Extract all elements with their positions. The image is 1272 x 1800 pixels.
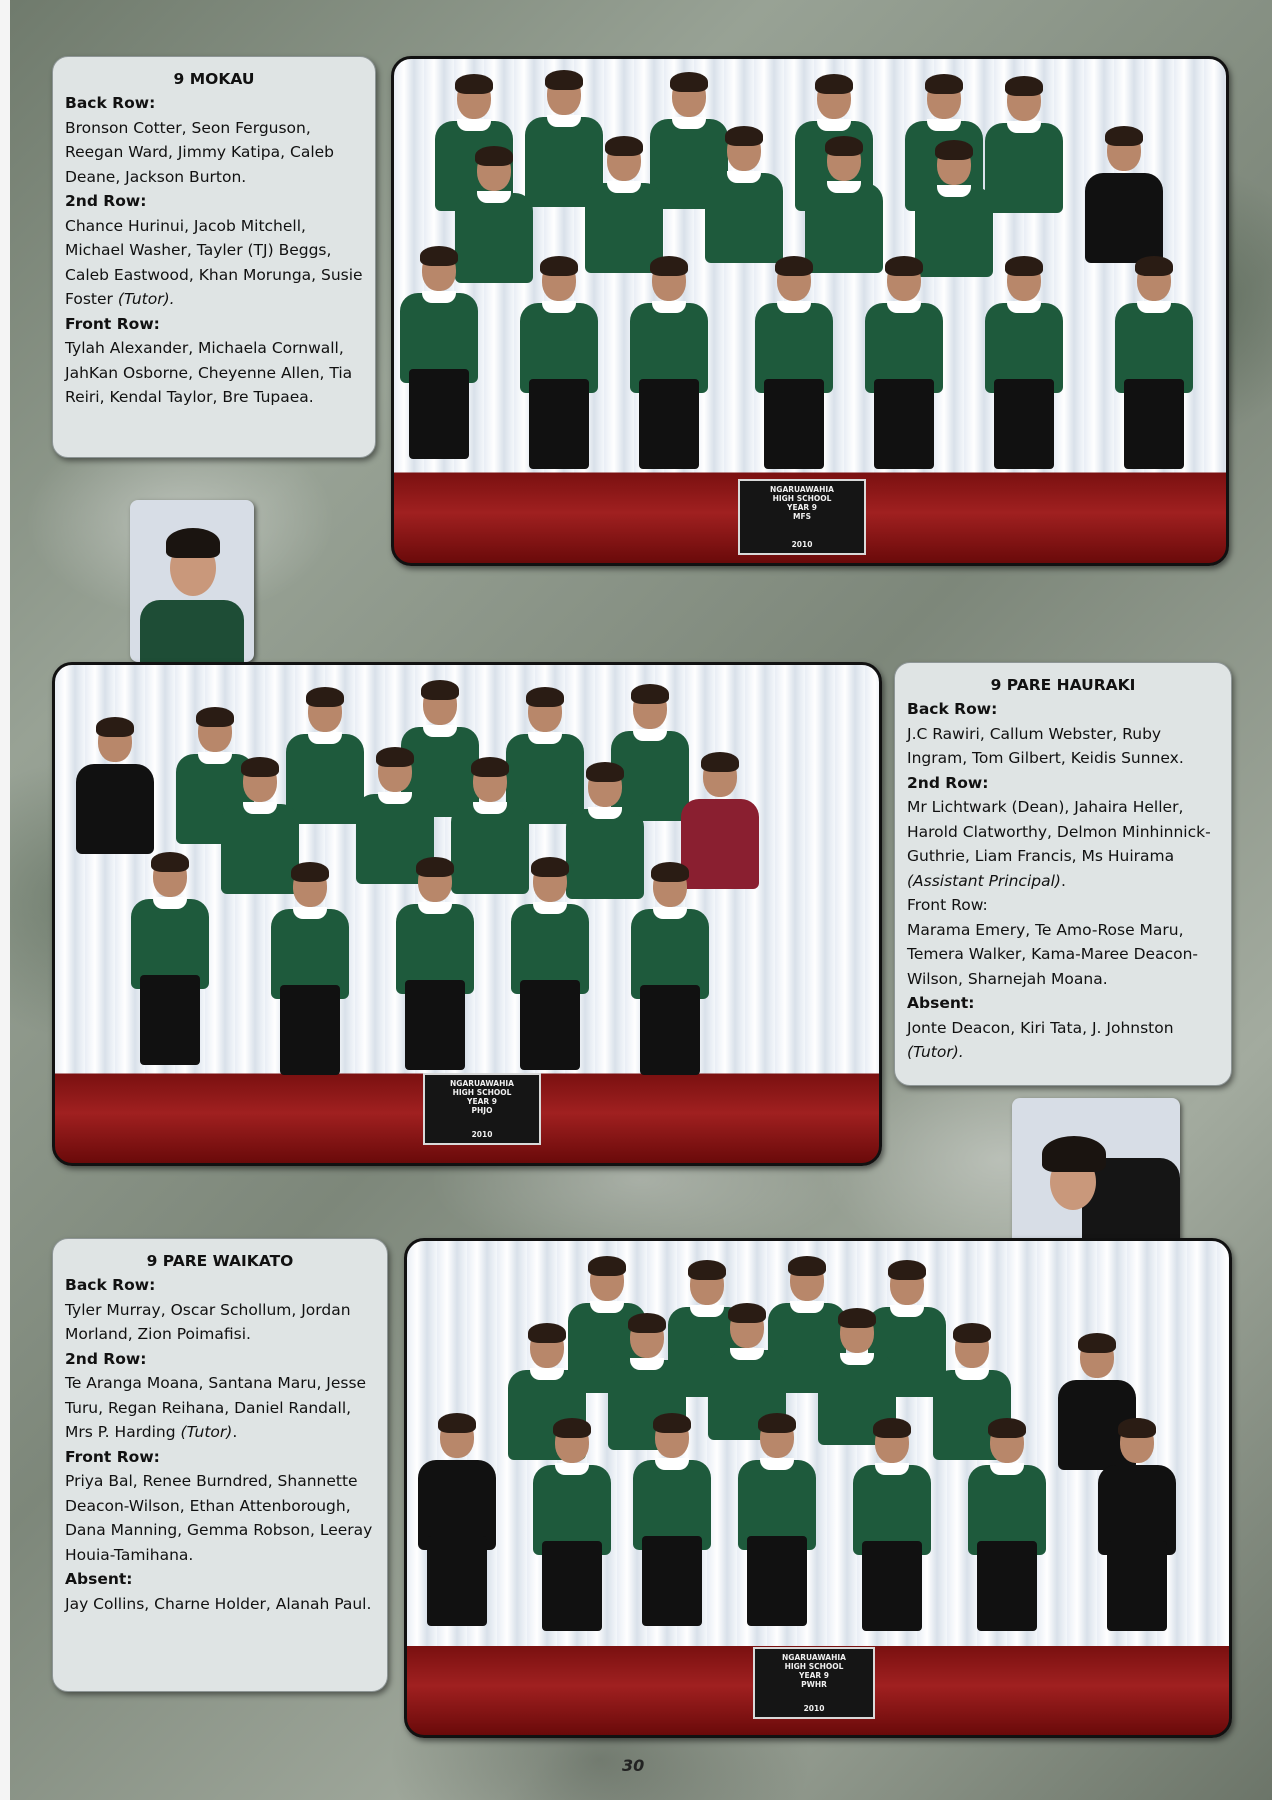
name-board bbox=[423, 1073, 541, 1145]
tutor-note: (Tutor) bbox=[180, 1423, 233, 1441]
row-names: J.C Rawiri, Callum Webster, Ruby Ingram, Tom Gilbert, Keidis Sunnex. bbox=[907, 724, 1184, 767]
row-label: Back Row: bbox=[907, 700, 998, 718]
student-seated bbox=[864, 259, 944, 519]
row-names: Tyler Murray, Oscar Schollum, Jordan Morland, Zion Poimafisi. bbox=[65, 1300, 351, 1343]
tutor-note: (Assistant Principal) bbox=[907, 871, 1061, 890]
board-line: PWHR bbox=[801, 1680, 827, 1689]
board-line: MFS bbox=[793, 512, 811, 521]
student-seated bbox=[130, 855, 210, 1115]
row-names: Mr Lichtwark (Dean), Jahaira Heller, Harold Clatworthy, Delmon Minhinnick-Guthrie, Liam Francis, Ms Huirama bbox=[907, 798, 1211, 865]
student-seated bbox=[399, 249, 479, 509]
board-year: 2010 bbox=[471, 1130, 493, 1139]
student-seated bbox=[630, 865, 710, 1125]
class-photo-9-pare-hauraki bbox=[52, 662, 882, 1166]
row-label: Absent: bbox=[65, 1570, 133, 1588]
student-seated bbox=[632, 1416, 712, 1676]
puzzle-piece-photo bbox=[130, 500, 254, 662]
student-seated bbox=[270, 865, 350, 1125]
puzzle-piece-photo bbox=[1012, 1098, 1180, 1248]
row-names: Te Aranga Moana, Santana Maru, Jesse Turu, Regan Reihana, Daniel Randall, Mrs P. Harding bbox=[65, 1374, 367, 1441]
row-label: 2nd Row: bbox=[65, 1349, 147, 1368]
board-year: 2010 bbox=[803, 1704, 825, 1713]
row-label: Back Row: bbox=[65, 1276, 156, 1294]
row-names: Bronson Cotter, Seon Ferguson, Reegan Ward, Jimmy Katipa, Caleb Deane, Jackson Burton. bbox=[65, 118, 335, 186]
caption-title: 9 PARE WAIKATO bbox=[146, 1252, 294, 1270]
row-label: Front Row: bbox=[65, 314, 160, 333]
class-photo-9-mokau bbox=[391, 56, 1229, 566]
tutor-suffix: . bbox=[1060, 871, 1066, 890]
student-seated bbox=[1097, 1421, 1177, 1681]
page-number: 30 bbox=[622, 1756, 645, 1775]
class-photo-9-pare-waikato bbox=[404, 1238, 1232, 1738]
tutor-note: (Tutor). bbox=[117, 290, 175, 308]
student-seated bbox=[519, 259, 599, 519]
student-seated bbox=[967, 1421, 1047, 1681]
name-board bbox=[753, 1647, 875, 1719]
row-names-with-tutor bbox=[65, 214, 363, 312]
student-seated bbox=[984, 259, 1064, 519]
row-names: Marama Emery, Te Amo-Rose Maru, Temera Walker, Kama-Maree Deacon-Wilson, Sharnejah Moana. bbox=[907, 920, 1199, 988]
board-line: NGARUAWAHIA bbox=[770, 485, 834, 494]
board-line: HIGH SCHOOL bbox=[772, 494, 832, 503]
row-label: 2nd Row: bbox=[907, 773, 989, 792]
row-names: Jay Collins, Charne Holder, Alanah Paul. bbox=[65, 1594, 372, 1613]
board-line: YEAR 9 bbox=[799, 1671, 829, 1680]
student-seated bbox=[737, 1416, 817, 1676]
student-seated bbox=[417, 1416, 497, 1676]
row-label: Front Row: bbox=[65, 1447, 160, 1466]
student-seated bbox=[1114, 259, 1194, 519]
row-label: Front Row: bbox=[907, 896, 988, 914]
student-seated bbox=[852, 1421, 932, 1681]
caption-9-pare-hauraki bbox=[894, 662, 1232, 1086]
row-names: Jonte Deacon, Kiri Tata, J. Johnston bbox=[907, 1018, 1174, 1037]
caption-9-mokau bbox=[52, 56, 376, 458]
board-line: YEAR 9 bbox=[467, 1097, 497, 1106]
name-board bbox=[738, 479, 866, 555]
caption-title: 9 PARE HAURAKI bbox=[990, 676, 1136, 694]
board-year: 2010 bbox=[791, 540, 813, 549]
tutor-note: (Tutor). bbox=[907, 1043, 964, 1061]
row-label: Back Row: bbox=[65, 94, 156, 112]
student-seated bbox=[532, 1421, 612, 1681]
row-names-with-tutor bbox=[65, 1371, 375, 1445]
board-line: HIGH SCHOOL bbox=[784, 1662, 844, 1671]
student-seated bbox=[629, 259, 709, 519]
row-names: Tylah Alexander, Michaela Cornwall, JahKan Osborne, Cheyenne Allen, Tia Reiri, Kendal Taylor, Bre Tupaea. bbox=[65, 339, 353, 406]
board-line: NGARUAWAHIA bbox=[450, 1079, 514, 1088]
board-line: YEAR 9 bbox=[787, 503, 817, 512]
row-label: Absent: bbox=[907, 994, 975, 1012]
page-edge bbox=[0, 0, 10, 1800]
tutor-suffix: . bbox=[232, 1423, 238, 1441]
board-line: HIGH SCHOOL bbox=[452, 1088, 512, 1097]
row-names-with-tutor bbox=[907, 1016, 1219, 1065]
caption-9-pare-waikato bbox=[52, 1238, 388, 1692]
row-names: Chance Hurinui, Jacob Mitchell, Michael Washer, Tayler (TJ) Beggs, Caleb Eastwood, Khan Morunga, Susie Foster bbox=[65, 216, 363, 308]
student bbox=[984, 79, 1064, 279]
row-names-with-tutor bbox=[907, 795, 1219, 893]
row-label: 2nd Row: bbox=[65, 192, 147, 210]
board-line: PHJO bbox=[471, 1106, 493, 1115]
board-line: NGARUAWAHIA bbox=[782, 1653, 846, 1662]
row-names: Priya Bal, Renee Burndred, Shannette Deacon-Wilson, Ethan Attenborough, Dana Manning, Gemma Robson, Leeray Houia-Tamihana. bbox=[65, 1472, 373, 1564]
caption-title: 9 MOKAU bbox=[173, 70, 255, 88]
